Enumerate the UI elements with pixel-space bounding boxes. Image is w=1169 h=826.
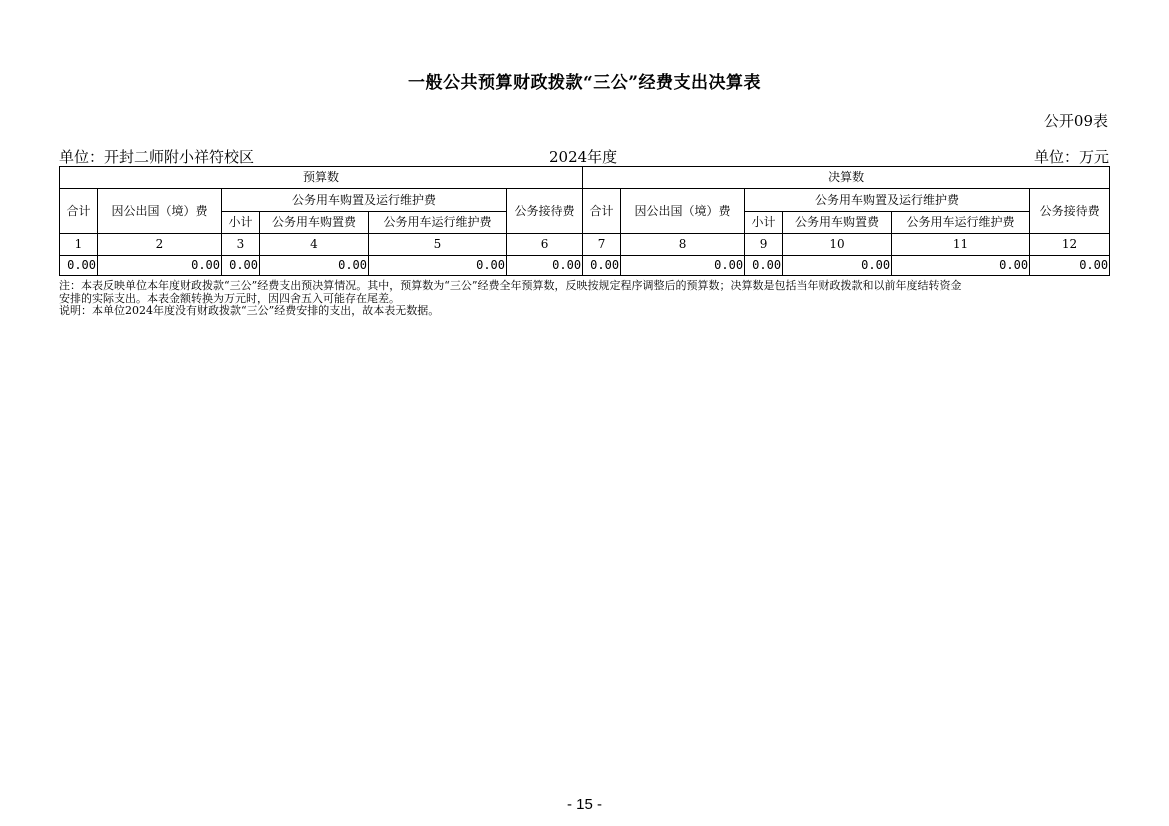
final-abroad-header: 因公出国（境）费 (621, 189, 745, 234)
final-total-header: 合计 (583, 189, 621, 234)
currency-unit: 单位：万元 (1033, 148, 1109, 166)
value-cell: 0.00 (222, 256, 260, 276)
header-row-groups (60, 167, 1110, 189)
final-group-header: 决算数 (583, 167, 1110, 189)
column-number: 2 (98, 234, 222, 256)
fiscal-year: 2024年度 (549, 148, 618, 166)
column-number: 7 (583, 234, 621, 256)
column-number-row (60, 234, 1110, 256)
budget-subtotal-header: 小计 (222, 212, 260, 234)
final-vehicle-header: 公务用车购置及运行维护费 (745, 189, 1030, 212)
value-cell: 0.00 (369, 256, 507, 276)
budget-vehicle-header: 公务用车购置及运行维护费 (222, 189, 507, 212)
column-number: 11 (892, 234, 1030, 256)
report-table (59, 166, 1110, 276)
value-cell: 0.00 (260, 256, 369, 276)
note-line: 注：本表反映单位本年度财政拨款“三公”经费支出预决算情况。其中，预算数为“三公”经费全年预算数，反映按规定程序调整后的预算数；决算数是包括当年财政拨款和以前年度结转资金 (59, 279, 962, 292)
page-number: - 15 - (566, 796, 602, 813)
column-number: 3 (222, 234, 260, 256)
column-number: 5 (369, 234, 507, 256)
value-cell: 0.00 (621, 256, 745, 276)
budget-group-header: 预算数 (60, 167, 583, 189)
budget-abroad-header: 因公出国（境）费 (98, 189, 222, 234)
explanation-line: 说明：本单位2024年度没有财政拨款“三公”经费安排的支出，故本表无数据。 (59, 304, 440, 317)
value-cell: 0.00 (98, 256, 222, 276)
unit-name: 单位：开封二师附小祥符校区 (59, 148, 255, 166)
budget-purchase-header: 公务用车购置费 (260, 212, 369, 234)
budget-reception-header: 公务接待费 (507, 189, 583, 234)
header-row-categories (60, 189, 1110, 212)
budget-operation-header: 公务用车运行维护费 (369, 212, 507, 234)
final-purchase-header: 公务用车购置费 (783, 212, 892, 234)
notes (59, 280, 1114, 318)
final-operation-header: 公务用车运行维护费 (892, 212, 1030, 234)
column-number: 1 (60, 234, 98, 256)
column-number: 10 (783, 234, 892, 256)
meta-row (59, 146, 1109, 166)
data-row (60, 256, 1110, 276)
final-reception-header: 公务接待费 (1030, 189, 1110, 234)
column-number: 8 (621, 234, 745, 256)
note-line: 安排的实际支出。本表金额转换为万元时，因四舍五入可能存在尾差。 (59, 291, 400, 305)
value-cell: 0.00 (1030, 256, 1110, 276)
value-cell: 0.00 (892, 256, 1030, 276)
value-cell: 0.00 (783, 256, 892, 276)
form-code: 公开09表 (1043, 112, 1108, 130)
value-cell: 0.00 (745, 256, 783, 276)
budget-total-header: 合计 (60, 189, 98, 234)
page-title: 一般公共预算财政拨款“三公”经费支出决算表 (407, 73, 762, 93)
column-number: 4 (260, 234, 369, 256)
value-cell: 0.00 (507, 256, 583, 276)
column-number: 12 (1030, 234, 1110, 256)
column-number: 6 (507, 234, 583, 256)
final-subtotal-header: 小计 (745, 212, 783, 234)
value-cell: 0.00 (60, 256, 98, 276)
column-number: 9 (745, 234, 783, 256)
value-cell: 0.00 (583, 256, 621, 276)
